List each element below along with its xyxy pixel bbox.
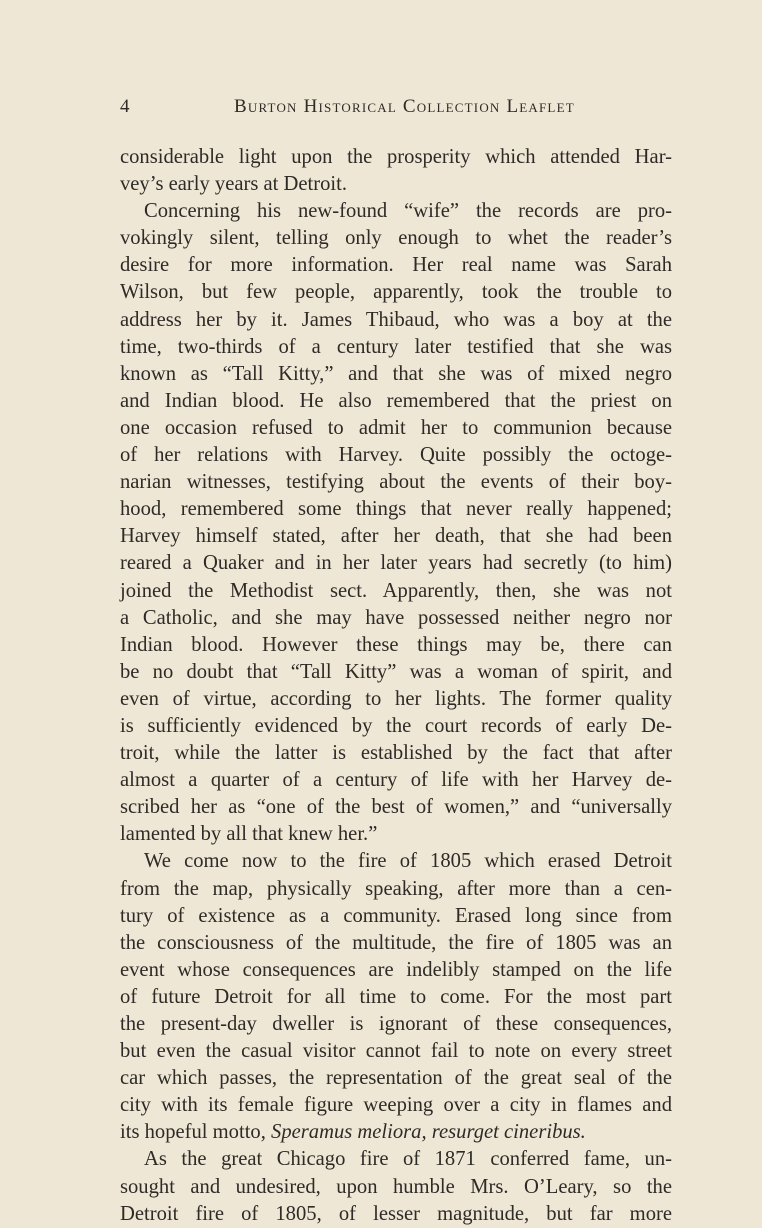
text-line: and Indian blood. He also remembered that the priest on bbox=[120, 389, 672, 412]
text-line: from the map, physically speaking, after more than a cen- bbox=[120, 877, 672, 900]
text-line-motto bbox=[120, 1119, 672, 1146]
text-line: lamented by all that knew her.” bbox=[120, 823, 378, 846]
text-line: considerable light upon the prosperity which attended Har- bbox=[120, 146, 672, 168]
text-line: almost a quarter of a century of life with her Harvey de- bbox=[120, 769, 672, 792]
text-line: city with its female figure weeping over a city in flames and bbox=[120, 1094, 672, 1117]
text-line: even of virtue, according to her lights. The former quality bbox=[120, 687, 672, 710]
text-line: vokingly silent, telling only enough to whet the reader’s bbox=[120, 227, 672, 250]
text-line: reared a Quaker and in her later years had secretly (to him) bbox=[120, 552, 672, 575]
text-line: time, two-thirds of a century later testified that she was bbox=[120, 335, 672, 358]
text-line: car which passes, the representation of the great seal of the bbox=[120, 1067, 672, 1090]
text-line: address her by it. James Thibaud, who was a boy at the bbox=[120, 308, 672, 331]
text-line: desire for more information. Her real name was Sarah bbox=[120, 254, 672, 277]
text-line: Wilson, but few people, apparently, took the trouble to bbox=[120, 281, 672, 304]
text-line: is sufficiently evidenced by the court records of early De- bbox=[120, 714, 672, 737]
text-line: tury of existence as a community. Erased long since from bbox=[120, 904, 672, 927]
body-text bbox=[120, 144, 672, 1228]
text-line: joined the Methodist sect. Apparently, then, she was not bbox=[120, 579, 672, 602]
text-line: hood, remembered some things that never really happened; bbox=[120, 498, 672, 521]
page-number: 4 bbox=[120, 96, 131, 117]
text-line: troit, while the latter is established by the fact that after bbox=[120, 742, 672, 765]
text-line: the present-day dweller is ignorant of these consequences, bbox=[120, 1013, 672, 1035]
motto-intro: its hopeful motto, bbox=[120, 1121, 266, 1144]
text-line: known as “Tall Kitty,” and that she was of mixed negro bbox=[120, 362, 672, 385]
text-line: We come now to the fire of 1805 which erased Detroit bbox=[144, 850, 672, 873]
page-header bbox=[120, 96, 665, 126]
text-line: one occasion refused to admit her to communion because bbox=[120, 416, 672, 439]
running-head: Burton Historical Collection Leaflet bbox=[234, 96, 575, 117]
text-line: of future Detroit for all time to come. For the most part bbox=[120, 985, 672, 1008]
text-line: sought and undesired, upon humble Mrs. O’Leary, so the bbox=[120, 1175, 672, 1198]
text-line: event whose consequences are indelibly stamped on the life bbox=[120, 958, 672, 981]
text-line: a Catholic, and she may have possessed neither negro nor bbox=[120, 606, 672, 629]
text-line: vey’s early years at Detroit. bbox=[120, 173, 348, 196]
text-line: but even the casual visitor cannot fail to note on every street bbox=[120, 1040, 672, 1063]
text-line: As the great Chicago fire of 1871 conferred fame, un- bbox=[144, 1148, 672, 1171]
text-line: narian witnesses, testifying about the events of their boy- bbox=[120, 471, 672, 494]
text-line: the consciousness of the multitude, the fire of 1805 was an bbox=[120, 931, 672, 954]
text-line: Detroit fire of 1805, of lesser magnitude, but far more bbox=[120, 1202, 672, 1225]
text-line: scribed her as “one of the best of women,” and “universally bbox=[120, 796, 672, 819]
text-line: be no doubt that “Tall Kitty” was a woman of spirit, and bbox=[120, 660, 672, 683]
text-line: Indian blood. However these things may be, there can bbox=[120, 633, 672, 656]
text-line: Harvey himself stated, after her death, that she had been bbox=[120, 525, 672, 548]
text-line: Concerning his new-found “wife” the records are pro- bbox=[144, 200, 672, 223]
city-motto: Speramus meliora, resurget cineribus. bbox=[271, 1121, 586, 1144]
text-line: of her relations with Harvey. Quite possibly the octoge- bbox=[120, 444, 672, 467]
